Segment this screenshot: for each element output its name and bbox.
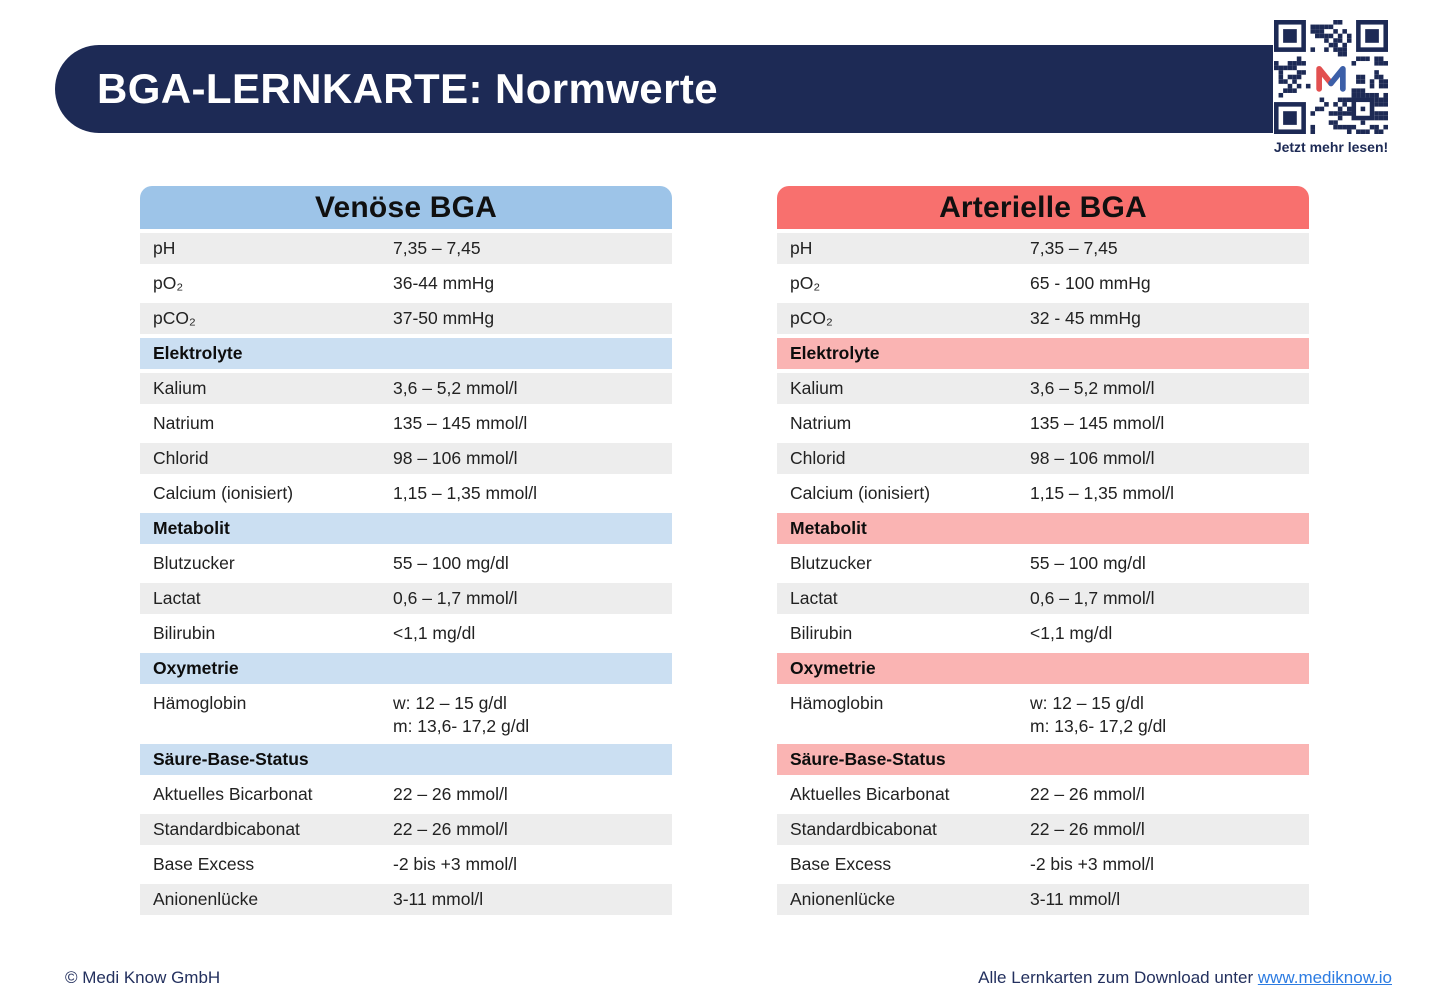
param-label: Hämoglobin (153, 693, 247, 713)
row-anionenlucke (777, 884, 1309, 915)
param-label: Chlorid (790, 448, 846, 468)
arterial-bga-table (777, 186, 1309, 919)
section-header-oxymetrie (777, 653, 1309, 684)
row-blutzucker (140, 548, 672, 579)
row-standardbicabonat (140, 814, 672, 845)
row-kalium (777, 373, 1309, 404)
section-header-metabolit (140, 513, 672, 544)
param-label: pO₂ (153, 273, 184, 293)
row-chlorid (777, 443, 1309, 474)
row-ph (140, 233, 672, 264)
row-po (777, 268, 1309, 299)
param-value: 55 – 100 mg/dl (393, 553, 509, 573)
section-label: Säure-Base-Status (790, 749, 946, 769)
param-value: 22 – 26 mmol/l (1030, 784, 1145, 804)
param-label: Anionenlücke (790, 889, 896, 909)
param-value: 7,35 – 7,45 (1030, 238, 1118, 258)
row-calcium-ionisiert (140, 478, 672, 509)
mediknow-link[interactable]: www.mediknow.io (1257, 968, 1392, 987)
param-value: 22 – 26 mmol/l (393, 784, 508, 804)
param-value: 135 – 145 mmol/l (1030, 413, 1165, 433)
param-label: Base Excess (153, 854, 255, 874)
param-label: Standardbicabonat (153, 819, 300, 839)
param-label: pO₂ (790, 273, 821, 293)
param-value: 36-44 mmHg (393, 273, 495, 293)
section-label: Säure-Base-Status (153, 749, 309, 769)
venous-table-rows (140, 233, 672, 915)
param-value: 55 – 100 mg/dl (1030, 553, 1146, 573)
param-label: Blutzucker (153, 553, 235, 573)
param-label: Lactat (153, 588, 201, 608)
param-label: Blutzucker (790, 553, 872, 573)
section-label: Metabolit (153, 518, 230, 538)
param-value: 0,6 – 1,7 mmol/l (1030, 588, 1155, 608)
title-banner (55, 45, 1273, 133)
section-header-metabolit (777, 513, 1309, 544)
section-header-oxymetrie (140, 653, 672, 684)
section-header-saure-base-status (777, 744, 1309, 775)
row-hamoglobin (777, 688, 1309, 740)
param-value: w: 12 – 15 g/dl m: 13,6- 17,2 g/dl (1030, 693, 1167, 736)
param-label: Kalium (790, 378, 844, 398)
param-value: 32 - 45 mmHg (1030, 308, 1141, 328)
param-label: pCO₂ (153, 308, 196, 328)
param-value: 3-11 mmol/l (393, 889, 484, 909)
param-label: pCO₂ (790, 308, 833, 328)
param-label: Bilirubin (153, 623, 216, 643)
param-value: w: 12 – 15 g/dl m: 13,6- 17,2 g/dl (393, 693, 530, 736)
param-label: Calcium (ionisiert) (790, 483, 931, 503)
row-base-excess (777, 849, 1309, 880)
param-value: -2 bis +3 mmol/l (1030, 854, 1154, 874)
param-value: <1,1 mg/dl (393, 623, 476, 643)
param-value: 98 – 106 mmol/l (1030, 448, 1155, 468)
row-blutzucker (777, 548, 1309, 579)
row-lactat (777, 583, 1309, 614)
row-hamoglobin (140, 688, 672, 740)
param-label: Standardbicabonat (790, 819, 937, 839)
row-ph (777, 233, 1309, 264)
param-label: Aktuelles Bicarbonat (790, 784, 950, 804)
row-bilirubin (140, 618, 672, 649)
param-label: Natrium (790, 413, 852, 433)
param-label: Hämoglobin (790, 693, 884, 713)
param-value: 1,15 – 1,35 mmol/l (393, 483, 537, 503)
row-po (140, 268, 672, 299)
venous-table-title: Venöse BGA (140, 186, 672, 229)
download-note-text: Alle Lernkarten zum Download unter (978, 968, 1258, 987)
param-label: Anionenlücke (153, 889, 259, 909)
qr-caption: Jetzt mehr lesen! (1273, 139, 1389, 155)
param-value: -2 bis +3 mmol/l (393, 854, 517, 874)
row-pco (140, 303, 672, 334)
section-header-elektrolyte (777, 338, 1309, 369)
row-lactat (140, 583, 672, 614)
param-label: Aktuelles Bicarbonat (153, 784, 313, 804)
page-title: BGA-LERNKARTE: Normwerte (97, 65, 718, 112)
row-aktuelles-bicarbonat (777, 779, 1309, 810)
row-aktuelles-bicarbonat (140, 779, 672, 810)
section-label: Elektrolyte (153, 343, 243, 363)
section-label: Oxymetrie (153, 658, 239, 678)
param-value: 3-11 mmol/l (1030, 889, 1121, 909)
param-label: Chlorid (153, 448, 209, 468)
row-pco (777, 303, 1309, 334)
section-label: Metabolit (790, 518, 867, 538)
download-note (978, 968, 1392, 988)
param-value: <1,1 mg/dl (1030, 623, 1113, 643)
row-chlorid (140, 443, 672, 474)
row-bilirubin (777, 618, 1309, 649)
param-value: 22 – 26 mmol/l (1030, 819, 1145, 839)
param-label: Bilirubin (790, 623, 853, 643)
param-label: pH (790, 238, 813, 258)
qr-code-icon (1274, 20, 1388, 134)
param-value: 3,6 – 5,2 mmol/l (1030, 378, 1155, 398)
row-anionenlucke (140, 884, 672, 915)
row-kalium (140, 373, 672, 404)
param-label: Base Excess (790, 854, 892, 874)
param-label: Kalium (153, 378, 207, 398)
param-value: 98 – 106 mmol/l (393, 448, 518, 468)
row-natrium (140, 408, 672, 439)
section-label: Oxymetrie (790, 658, 876, 678)
arterial-table-title: Arterielle BGA (777, 186, 1309, 229)
row-natrium (777, 408, 1309, 439)
param-value: 37-50 mmHg (393, 308, 495, 328)
param-value: 0,6 – 1,7 mmol/l (393, 588, 518, 608)
venous-bga-table (140, 186, 672, 919)
param-label: Natrium (153, 413, 215, 433)
param-value: 65 - 100 mmHg (1030, 273, 1151, 293)
param-value: 135 – 145 mmol/l (393, 413, 528, 433)
copyright-text: © Medi Know GmbH (65, 968, 221, 987)
section-label: Elektrolyte (790, 343, 880, 363)
row-standardbicabonat (777, 814, 1309, 845)
section-header-saure-base-status (140, 744, 672, 775)
qr-block (1269, 20, 1393, 155)
param-value: 1,15 – 1,35 mmol/l (1030, 483, 1174, 503)
param-value: 7,35 – 7,45 (393, 238, 481, 258)
section-header-elektrolyte (140, 338, 672, 369)
param-label: Lactat (790, 588, 838, 608)
param-label: Calcium (ionisiert) (153, 483, 294, 503)
param-value: 22 – 26 mmol/l (393, 819, 508, 839)
arterial-table-rows (777, 233, 1309, 915)
row-base-excess (140, 849, 672, 880)
row-calcium-ionisiert (777, 478, 1309, 509)
param-label: pH (153, 238, 176, 258)
param-value: 3,6 – 5,2 mmol/l (393, 378, 518, 398)
